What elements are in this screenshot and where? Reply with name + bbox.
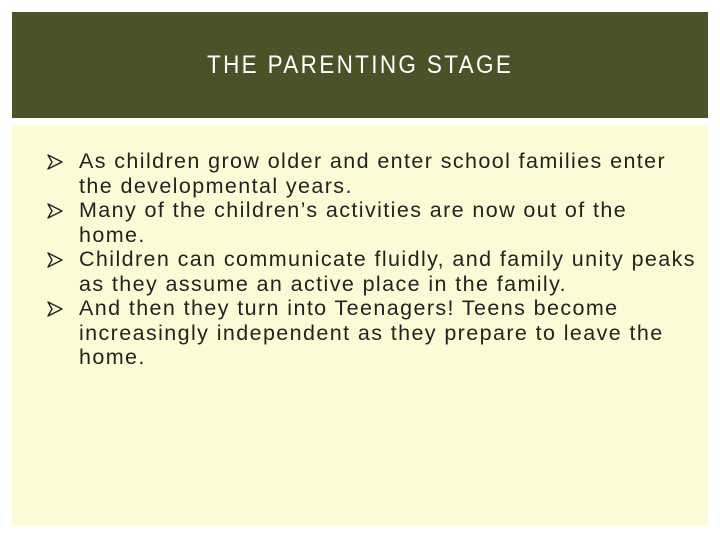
bullet-text: Children can communicate fluidly, and family unity peaks as they assume an active place in the family. — [79, 247, 696, 296]
slide-title: THE PARENTING STAGE — [206, 50, 514, 79]
bullet-text: And then they turn into Teenagers! Teens become increasingly independent as they prepare to leave the home. — [79, 296, 664, 369]
arrow-bullet-icon — [46, 300, 64, 318]
bullet-list — [12, 149, 708, 370]
arrow-bullet-icon — [46, 202, 64, 220]
title-band — [12, 12, 708, 118]
bullet-text: Many of the children’s activities are now out of the home. — [79, 198, 628, 247]
bullet-item — [12, 296, 708, 370]
bullet-item — [12, 247, 708, 296]
arrow-bullet-icon — [46, 153, 64, 171]
bullet-text: As children grow older and enter school families enter the developmental years. — [79, 149, 667, 198]
content-panel — [12, 125, 708, 525]
arrow-bullet-icon — [46, 251, 64, 269]
bullet-item — [12, 198, 708, 247]
bullet-item — [12, 149, 708, 198]
